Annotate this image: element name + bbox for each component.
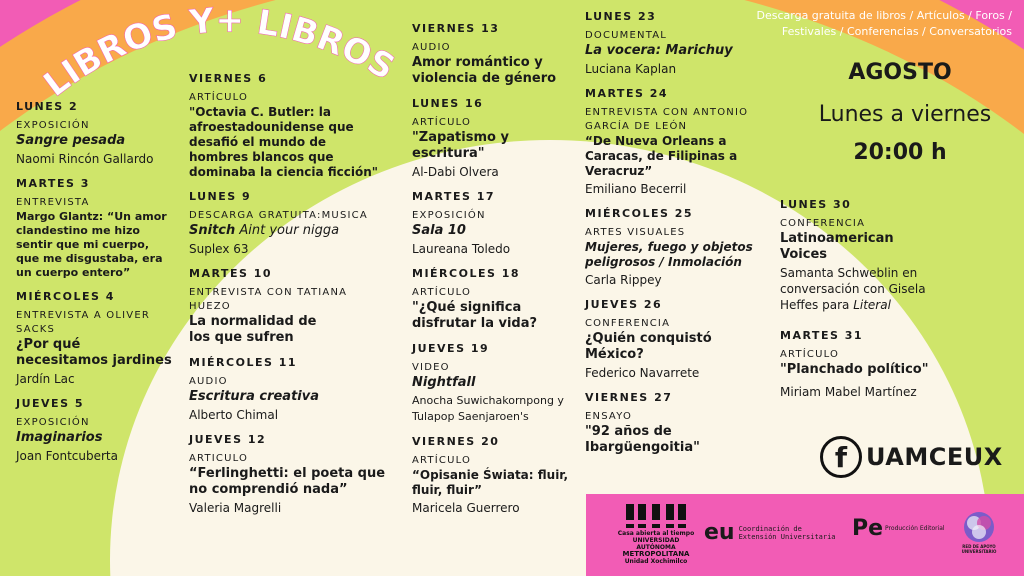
entry-author: Carla Rippey bbox=[585, 273, 662, 287]
entry-category: ARTICULO bbox=[189, 453, 249, 464]
entry-day: VIERNES 13 bbox=[412, 22, 500, 35]
red-line: RED DE APOYO bbox=[962, 544, 996, 549]
entry-day: LUNES 30 bbox=[780, 198, 852, 211]
column-week5 bbox=[780, 198, 960, 410]
list-item[interactable] bbox=[189, 267, 389, 346]
list-item[interactable] bbox=[16, 397, 176, 464]
entry-category: ENTREVISTA bbox=[16, 197, 90, 208]
uam-logo bbox=[616, 502, 696, 565]
entry-day: MIÉRCOLES 25 bbox=[585, 207, 694, 220]
tagline: Descarga gratuita de libros / Artículos / Foros / Festivales / Conferencias / Conversatorios bbox=[756, 9, 1012, 38]
entry-day: VIERNES 27 bbox=[585, 391, 673, 404]
eu-mark: eu bbox=[704, 520, 735, 545]
uam-line: METROPOLITANA bbox=[622, 550, 690, 558]
entry-day: MARTES 10 bbox=[189, 267, 273, 280]
entry-day: JUEVES 5 bbox=[16, 397, 84, 410]
entry-title: Latinoamerican Voices bbox=[780, 231, 894, 262]
entry-category: DOCUMENTAL bbox=[585, 30, 668, 41]
schedule-time: 20:00 h bbox=[853, 140, 947, 165]
red-logo bbox=[954, 510, 1004, 554]
pe-logo bbox=[852, 516, 945, 541]
entry-category: ENTREVISTA CON TATIANA HUEZO bbox=[189, 287, 348, 312]
entry-author: Al-Dabi Olvera bbox=[412, 165, 499, 179]
entry-category: CONFERENCIA bbox=[780, 218, 866, 229]
entry-day: MIÉRCOLES 11 bbox=[189, 356, 298, 369]
entry-author: Federico Navarrete bbox=[585, 366, 700, 380]
list-item[interactable] bbox=[780, 198, 960, 313]
entry-author: Joan Fontcuberta bbox=[16, 449, 118, 463]
entry-day: JUEVES 26 bbox=[585, 298, 663, 311]
footer-logos bbox=[586, 494, 1024, 576]
entry-category: ENTREVISTA CON ANTONIO GARCÍA DE LEÓN bbox=[585, 107, 749, 132]
social-handle-text: UAMCEUX bbox=[866, 443, 1003, 471]
column-week2 bbox=[189, 72, 389, 526]
list-item[interactable] bbox=[16, 290, 176, 387]
entry-day: MIÉRCOLES 4 bbox=[16, 290, 115, 303]
entry-day: MARTES 31 bbox=[780, 329, 864, 342]
entry-category: ARTÍCULO bbox=[189, 92, 249, 103]
list-item[interactable] bbox=[585, 10, 775, 77]
entry-author: Naomi Rincón Gallardo bbox=[16, 152, 154, 166]
social-handle[interactable] bbox=[820, 436, 1003, 478]
facebook-icon[interactable]: f bbox=[820, 436, 862, 478]
list-item[interactable] bbox=[189, 356, 389, 423]
entry-author: Emiliano Becerril bbox=[585, 182, 687, 196]
entry-category: EXPOSICIÓN bbox=[412, 210, 486, 221]
list-item[interactable] bbox=[585, 298, 775, 381]
entry-author: Alberto Chimal bbox=[189, 408, 279, 422]
entry-day: LUNES 16 bbox=[412, 97, 484, 110]
entry-author: Samanta Schweblin en conversación con Gisela Heffes para Literal bbox=[780, 266, 926, 312]
entry-day: JUEVES 19 bbox=[412, 342, 490, 355]
entry-title: Sangre pesada bbox=[16, 133, 126, 148]
entry-day: LUNES 2 bbox=[16, 100, 79, 113]
entry-category: ENTREVISTA A OLIVER SACKS bbox=[16, 310, 150, 335]
pe-text: Producción Editorial bbox=[885, 525, 945, 532]
month-title: AGOSTO bbox=[848, 60, 952, 85]
entry-category: DESCARGA GRATUITA:MUSICA bbox=[189, 210, 368, 221]
entry-category: ARTÍCULO bbox=[412, 287, 472, 298]
entry-author: Valeria Magrelli bbox=[189, 501, 282, 515]
red-flower-icon bbox=[962, 510, 996, 544]
entry-category: ARTÍCULO bbox=[412, 455, 472, 466]
list-item[interactable] bbox=[189, 72, 389, 180]
entry-title: Sala 10 bbox=[412, 223, 466, 238]
list-item[interactable] bbox=[412, 267, 577, 332]
entry-title: “De Nueva Orleans a Caracas, de Filipinas a Veracruz” bbox=[585, 134, 738, 178]
entry-author: Maricela Guerrero bbox=[412, 501, 520, 515]
list-item[interactable] bbox=[585, 391, 775, 456]
list-item[interactable] bbox=[780, 329, 960, 400]
eu-line: Extensión Universitaria bbox=[738, 532, 836, 541]
entry-category: AUDIO bbox=[412, 42, 451, 53]
svg-text:LIBROS Y+ LIBROS: LIBROS Y+ LIBROS bbox=[36, 0, 402, 106]
uam-mark-icon bbox=[624, 502, 688, 530]
entry-category: ARTES VISUALES bbox=[585, 227, 686, 238]
list-item[interactable] bbox=[412, 190, 577, 257]
entry-category: ARTÍCULO bbox=[412, 117, 472, 128]
entry-title: Escritura creativa bbox=[189, 389, 319, 404]
entry-category: ENSAYO bbox=[585, 411, 633, 422]
entry-title: Amor romántico y violencia de género bbox=[412, 55, 557, 86]
pe-mark: Pe bbox=[852, 516, 884, 541]
entry-title: La vocera: Marichuy bbox=[585, 43, 733, 58]
entry-category: ARTÍCULO bbox=[780, 349, 840, 360]
list-item[interactable] bbox=[585, 207, 775, 288]
list-item[interactable] bbox=[412, 22, 577, 87]
entry-author: Luciana Kaplan bbox=[585, 62, 677, 76]
entry-title: "92 años de Ibargüengoitia" bbox=[585, 424, 700, 455]
list-item[interactable] bbox=[189, 190, 389, 257]
entry-category: VIDEO bbox=[412, 362, 450, 373]
column-week4 bbox=[585, 10, 775, 466]
entry-title: “Ferlinghetti: el poeta que no comprendió nada” bbox=[189, 466, 386, 497]
entry-title: Imaginarios bbox=[16, 430, 103, 445]
eu-logo bbox=[704, 520, 836, 545]
list-item[interactable] bbox=[412, 342, 577, 425]
entry-title: "¿Qué significa disfrutar la vida? bbox=[412, 300, 538, 331]
entry-day: LUNES 9 bbox=[189, 190, 252, 203]
entry-title: Margo Glantz: “Un amor clandestino me hizo sentir que mi cuerpo, que me disgustaba, era un cuerpo entero” bbox=[16, 210, 167, 279]
uam-line: Unidad Xochimilco bbox=[624, 558, 688, 565]
eu-line: Coordinación de bbox=[738, 524, 802, 533]
entry-title: "Planchado político" bbox=[780, 362, 929, 377]
red-line: UNIVERSITARIO bbox=[961, 549, 997, 554]
column-week1 bbox=[16, 100, 176, 474]
entry-title: ¿Quién conquistó México? bbox=[585, 331, 712, 362]
entry-day: VIERNES 20 bbox=[412, 435, 500, 448]
column-week3 bbox=[412, 22, 577, 526]
list-item[interactable] bbox=[412, 435, 577, 516]
entry-day: VIERNES 6 bbox=[189, 72, 268, 85]
entry-day: MARTES 17 bbox=[412, 190, 496, 203]
entry-title: "Zapatismo y escritura" bbox=[412, 130, 509, 161]
list-item[interactable] bbox=[585, 87, 775, 197]
entry-day: MARTES 3 bbox=[16, 177, 90, 190]
entry-day: JUEVES 12 bbox=[189, 433, 267, 446]
entry-title: ¿Por qué necesitamos jardines bbox=[16, 337, 172, 368]
entry-title: Snitch Aint your nigga bbox=[189, 223, 340, 238]
entry-title: "Octavia C. Butler: la afroestadounidense que desafió el mundo de hombres blancos que dominaba la ciencia ficción" bbox=[189, 105, 379, 179]
entry-day: MARTES 24 bbox=[585, 87, 669, 100]
entry-author: Jardín Lac bbox=[16, 372, 75, 386]
entry-title: La normalidad de los que sufren bbox=[189, 314, 317, 345]
uam-line: Casa abierta al tiempo bbox=[617, 530, 695, 537]
list-item[interactable] bbox=[189, 433, 389, 516]
entry-category: AUDIO bbox=[189, 376, 228, 387]
list-item[interactable] bbox=[16, 177, 176, 280]
list-item[interactable] bbox=[16, 100, 176, 167]
entry-author: Anocha Suwichakornpong y Tulapop Saenjaroen's bbox=[412, 394, 564, 423]
entry-title: “Opisanie Świata: fluir, fluir, fluir” bbox=[412, 468, 569, 497]
entry-category: CONFERENCIA bbox=[585, 318, 671, 329]
entry-author: Laureana Toledo bbox=[412, 242, 511, 256]
entry-category: EXPOSICIÓN bbox=[16, 120, 90, 131]
entry-title: Mujeres, fuego y objetos peligrosos / Inmolación bbox=[585, 240, 753, 269]
entry-author: Suplex 63 bbox=[189, 242, 249, 256]
entry-title: Nightfall bbox=[412, 375, 476, 390]
entry-category: EXPOSICIÓN bbox=[16, 417, 90, 428]
entry-day: LUNES 23 bbox=[585, 10, 657, 23]
schedule-days: Lunes a viernes bbox=[818, 102, 992, 127]
list-item[interactable] bbox=[412, 97, 577, 180]
entry-day: MIÉRCOLES 18 bbox=[412, 267, 521, 280]
uam-line: UNIVERSIDAD AUTÓNOMA bbox=[632, 537, 680, 551]
entry-author: Miriam Mabel Martínez bbox=[780, 385, 917, 399]
